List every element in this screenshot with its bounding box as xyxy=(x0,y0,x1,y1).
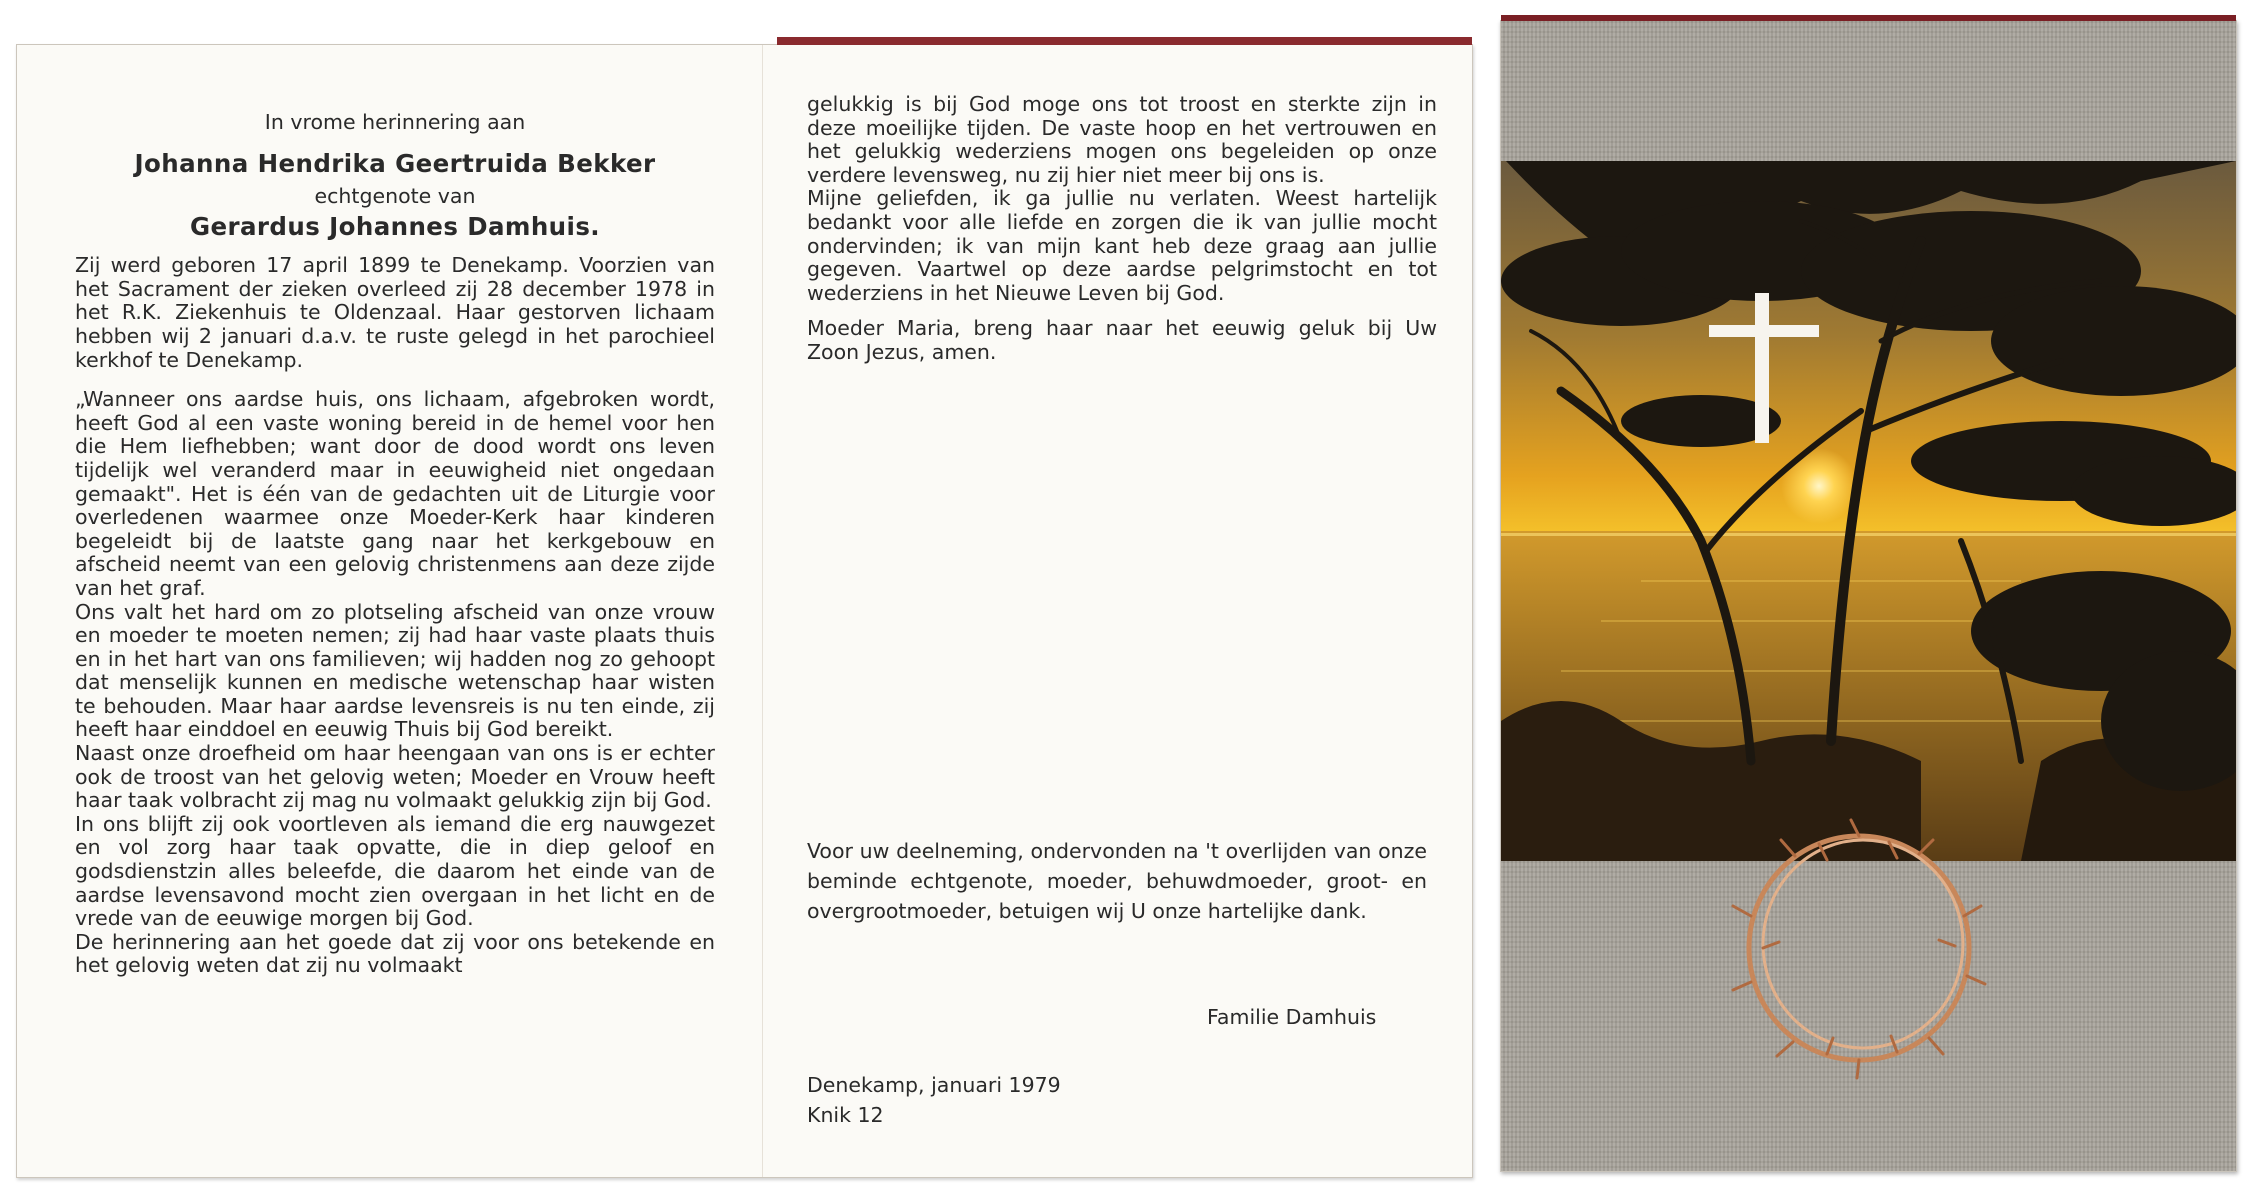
place-date-block xyxy=(807,1070,1061,1130)
left-page xyxy=(75,111,715,978)
remembrance-paragraph: In ons blijft zij ook voortleven als iemand die erg nauwgezet en vol zorg haar taak opvatte, die in diep geloof en godsdienstzin alles beleefde, die daarom het einde van de aardse levensavond mocht zien overgaan in het licht en de vrede van de eeuwige morgen bij God. xyxy=(75,811,715,931)
card-red-edge xyxy=(777,37,1472,45)
intro-line: In vrome herinnering aan xyxy=(264,110,526,134)
liturgy-quote-paragraph: „Wanneer ons aardse huis, ons lichaam, afgebroken wordt, heeft God al een vaste woning bereid in de hemel voor hen die Hem liefhebben; want door de dood wordt ons leven tijdelijk wel veranderd maar in eeuwigheid niet ongedaan gemaakt". Het is één van de gedachten uit de Liturgie voor overledenen waarmee onze Moeder-Kerk haar kinderen begeleidt bij de laatste gang naar het kerkgebouw en afscheid neemt van een gelovig christenmens aan deze zijde van het graf. xyxy=(75,387,715,600)
prayer-paragraph: Moeder Maria, breng haar naar het eeuwig geluk bij Uw Zoon Jezus, amen. xyxy=(807,316,1437,364)
card-fold-line xyxy=(762,45,763,1177)
thanks-paragraph: Voor uw deelneming, ondervonden na 't overlijden van onze beminde echtgenote, moeder, behuwdmoeder, groot- en overgrootmoeder, betuigen wij U onze hartelijke dank. xyxy=(807,838,1427,923)
card-red-edge xyxy=(1501,15,2236,21)
hope-paragraph: gelukkig is bij God moge ons tot troost en sterkte zijn in deze moeilijke tijden. De vaste hoop en het vertrouwen en het gelukkig wederziens mogen ons begeleiden op onze verdere levensweg, nu zij hier niet meer bij ons is. xyxy=(807,92,1437,187)
goodbye-paragraph: Mijne geliefden, ik ga jullie nu verlaten. Weest hartelijk bedankt voor alle liefde en zorgen die ik van jullie mocht ondervinden; ik van mijn kant heb deze graag aan jullie gegeven. Vaartwel op deze aardse pelgrimstocht en tot wederziens in het Nieuwe Leven bij God. xyxy=(807,186,1437,305)
family-signature: Familie Damhuis xyxy=(1207,1005,1377,1029)
memorial-card-front xyxy=(1500,20,2237,1172)
spouse-name: Gerardus Johannes Damhuis. xyxy=(189,212,601,242)
place-date: Denekamp, januari 1979 xyxy=(807,1073,1061,1097)
memorial-card-inside xyxy=(16,44,1473,1178)
sunset-sea-pines-image xyxy=(1501,161,2236,861)
spouse-label: echtgenote van xyxy=(314,183,476,208)
deceased-name: Johanna Hendrika Geertruida Bekker xyxy=(134,148,656,178)
right-page xyxy=(807,93,1437,365)
crown-of-thorns-icon xyxy=(1719,806,1999,1086)
memory-paragraph: De herinnering aan het goede dat zij voor ons betekende en het gelovig weten dat zij nu volmaakt xyxy=(75,929,715,978)
white-cross-icon xyxy=(1709,293,1819,443)
comfort-paragraph: Naast onze droefheid om haar heengaan van ons is er echter ook de troost van het gelovig weten; Moeder en Vrouw heeft haar taak volbracht zij mag nu volmaakt gelukkig zijn bij God. xyxy=(75,741,715,813)
biography-paragraph: Zij werd geboren 17 april 1899 te Denekamp. Voorzien van het Sacrament der zieken overleed zij 28 december 1978 in het R.K. Ziekenhuis te Oldenzaal. Haar gestorven lichaam hebben wij 2 januari d.a.v. te ruste gelegd in het parochieel kerkhof te Denekamp. xyxy=(75,253,715,372)
farewell-paragraph: Ons valt het hard om zo plotseling afscheid van onze vrouw en moeder te moeten nemen; zij had haar vaste plaats thuis en in het hart van ons familieven; wij hadden nog zo gehoopt dat menselijk kunnen en medische wetenschap haar wisten te behouden. Maar haar aardse levensreis is nu ten einde, zij heeft haar einddoel en eeuwig Thuis bij God bereikt. xyxy=(75,599,715,742)
sunset-photo xyxy=(1501,161,2236,861)
printer-mark: Knik 12 xyxy=(807,1103,884,1127)
